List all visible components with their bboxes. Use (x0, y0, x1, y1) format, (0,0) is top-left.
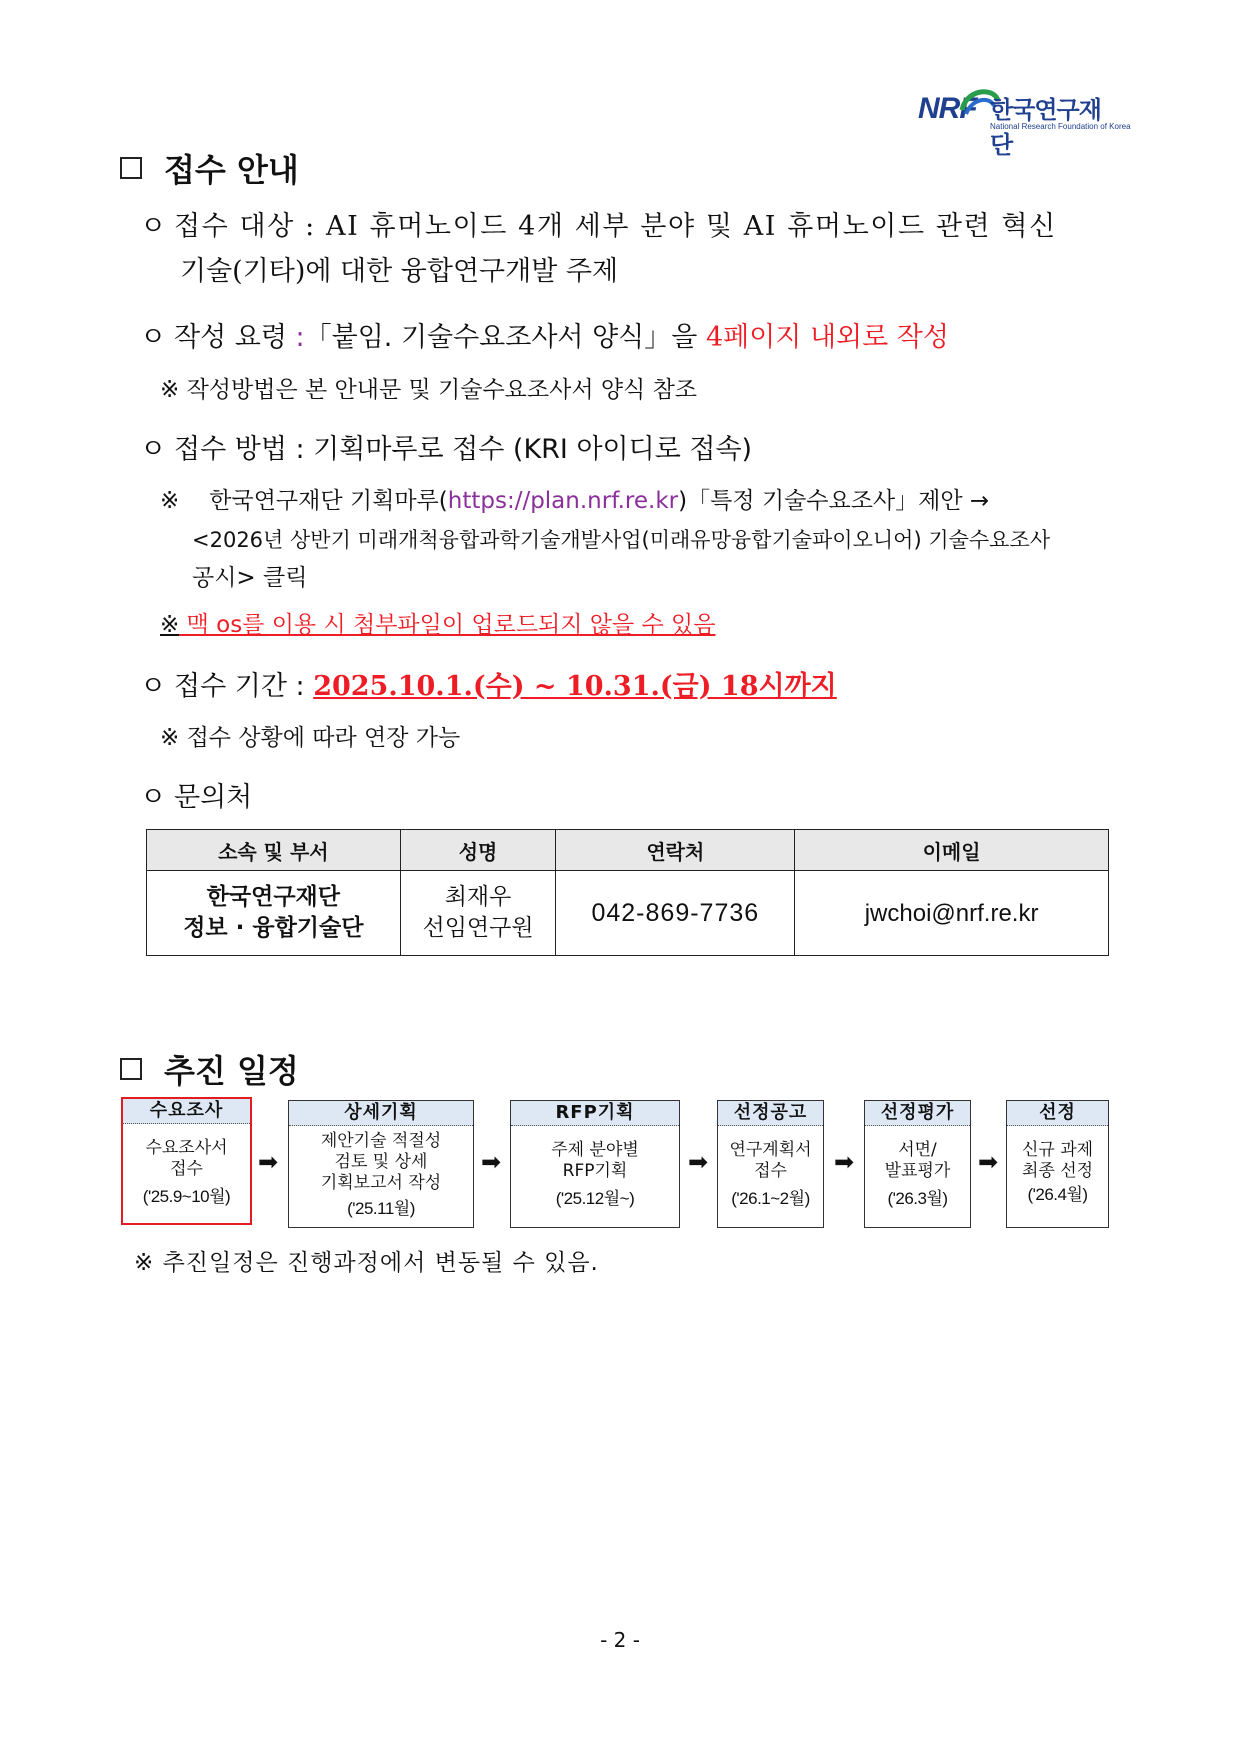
contact-name (400, 871, 556, 956)
table-header: 소속 및 부서 (147, 830, 401, 871)
schedule-step-rfp-planning (510, 1100, 680, 1228)
table-header-row (147, 830, 1109, 871)
step-line: 발표평가 (884, 1161, 951, 1181)
table-header: 연락처 (556, 830, 795, 871)
schedule-step-evaluation (864, 1100, 971, 1228)
step-body (123, 1124, 250, 1207)
step-title: 선정평가 (865, 1101, 970, 1126)
contact-table (146, 829, 1109, 956)
step-line: 기획보고서 작성 (320, 1173, 442, 1193)
method-note-line-1 (160, 484, 989, 518)
step-date: ('26.3월) (887, 1189, 948, 1208)
step-date: ('26.4월) (1027, 1185, 1088, 1204)
contact-phone: 042-869-7736 (556, 871, 795, 956)
step-body (511, 1126, 679, 1209)
logo-mark: NRF (918, 92, 977, 125)
method-note-line-3: 공시> 클릭 (192, 565, 308, 591)
mac-warning (160, 608, 716, 642)
page-number: - 2 - (600, 1628, 640, 1652)
planmaru-link[interactable]: https://plan.nrf.re.kr (447, 488, 679, 514)
section-header-reception (120, 145, 299, 191)
writing-note: ※ 작성방법은 본 안내문 및 기술수요조사서 양식 참조 (160, 377, 698, 403)
nrf-logo (918, 90, 1131, 159)
target-text: 접수 대상 : AI 휴머노이드 4개 세부 분야 및 AI 휴머노이드 관련 혁신 (174, 211, 1057, 242)
contact-org (147, 871, 401, 956)
schedule-note: ※ 추진일정은 진행과정에서 변동될 수 있음. (134, 1250, 599, 1276)
org-line: 한국연구재단 (206, 884, 340, 910)
writing-highlight: 4페이지 내외로 작성 (705, 322, 949, 353)
schedule-step-announcement (717, 1100, 824, 1228)
step-title: 선정 (1007, 1101, 1108, 1126)
arrow-right-icon: ➡ (833, 1148, 855, 1176)
note-mark: ※ (160, 612, 180, 638)
bullet-icon: ㅇ (140, 211, 167, 242)
step-line: 접수 (170, 1159, 203, 1179)
bullet-icon: ㅇ (140, 782, 167, 813)
table-row (147, 871, 1109, 956)
arrow-right-icon: ➡ (480, 1148, 502, 1176)
arrow-right-icon: ➡ (977, 1148, 999, 1176)
step-date: ('25.9~10월) (142, 1187, 231, 1206)
writing-form: 「붙임. 기술수요조사서 양식」을 (304, 322, 706, 353)
step-line: 주제 분야별 (551, 1140, 639, 1160)
schedule-step-demand-survey (121, 1097, 252, 1225)
table-header: 성명 (400, 830, 556, 871)
step-line: 연구계획서 (729, 1140, 812, 1160)
method-note-line-2: <2026년 상반기 미래개척융합과학기술개발사업(미래유망융합기술파이오니어) 기술수요조사 (192, 528, 1051, 552)
name-line: 최재우 (444, 884, 512, 910)
contact-line (140, 778, 252, 818)
step-date: ('25.12월~) (555, 1189, 635, 1208)
step-title: 선정공고 (718, 1101, 823, 1126)
mac-warning-text: 맥 os를 이용 시 첨부파일이 업로드되지 않을 수 있음 (179, 612, 716, 638)
schedule-step-selection (1006, 1100, 1109, 1228)
logo-name-en: National Research Foundation of Korea (990, 122, 1131, 131)
step-line: 서면/ (898, 1140, 937, 1160)
method-note-b: )「특정 기술수요조사」제안 → (678, 488, 990, 514)
writing-line (140, 318, 949, 358)
schedule-step-detailed-planning (288, 1100, 474, 1228)
contact-email[interactable]: jwchoi@nrf.re.kr (795, 871, 1109, 956)
name-line: 선임연구원 (422, 915, 534, 941)
method-note-a: 한국연구재단 기획마루( (209, 488, 448, 514)
bullet-icon: ㅇ (140, 434, 167, 465)
arrow-right-icon: ➡ (257, 1148, 279, 1176)
writing-label: 작성 요령 (174, 322, 296, 353)
step-body (289, 1126, 473, 1219)
target-line-2: 기술(기타)에 대한 융합연구개발 주제 (180, 256, 619, 287)
period-label: 접수 기간 : (174, 671, 314, 702)
checkbox-square-icon (120, 157, 142, 179)
step-body (1007, 1126, 1108, 1205)
section-title: 접수 안내 (164, 151, 299, 189)
method-line (140, 430, 752, 470)
note-mark: ※ (160, 488, 180, 514)
org-line: 정보 · 융합기술단 (183, 915, 364, 941)
method-text: 접수 방법 : 기획마루로 접수 (KRI 아이디로 접속) (174, 434, 753, 465)
target-line-1 (140, 207, 1057, 247)
step-title: 수요조사 (123, 1099, 250, 1124)
step-line: 신규 과제 (1021, 1140, 1094, 1160)
step-line: 수요조사서 (145, 1138, 228, 1158)
step-title: 상세기획 (289, 1101, 473, 1126)
step-line: RFP기획 (562, 1161, 628, 1181)
logo-name-ko: 한국연구재단 (990, 96, 1101, 159)
step-body (718, 1126, 823, 1209)
step-line: 접수 (754, 1161, 787, 1181)
period-value: 2025.10.1.(수) ~ 10.31.(금) 18시까지 (313, 671, 837, 702)
period-note: ※ 접수 상황에 따라 연장 가능 (160, 725, 461, 751)
table-header: 이메일 (795, 830, 1109, 871)
step-line: 최종 선정 (1021, 1161, 1094, 1181)
arrow-right-icon: ➡ (687, 1148, 709, 1176)
checkbox-square-icon (120, 1058, 142, 1080)
step-date: ('26.1~2월) (731, 1189, 810, 1208)
step-line: 제안기술 적절성 (320, 1131, 442, 1151)
step-line: 검토 및 상세 (334, 1152, 428, 1172)
bullet-icon: ㅇ (140, 322, 167, 353)
section-header-schedule (120, 1046, 299, 1092)
step-title: RFP기획 (511, 1101, 679, 1126)
period-line (140, 667, 837, 707)
section-title: 추진 일정 (164, 1052, 299, 1090)
step-date: ('25.11월) (347, 1199, 415, 1218)
bullet-icon: ㅇ (140, 671, 167, 702)
writing-colon: : (295, 322, 305, 353)
step-body (865, 1126, 970, 1209)
contact-label: 문의처 (174, 782, 253, 813)
